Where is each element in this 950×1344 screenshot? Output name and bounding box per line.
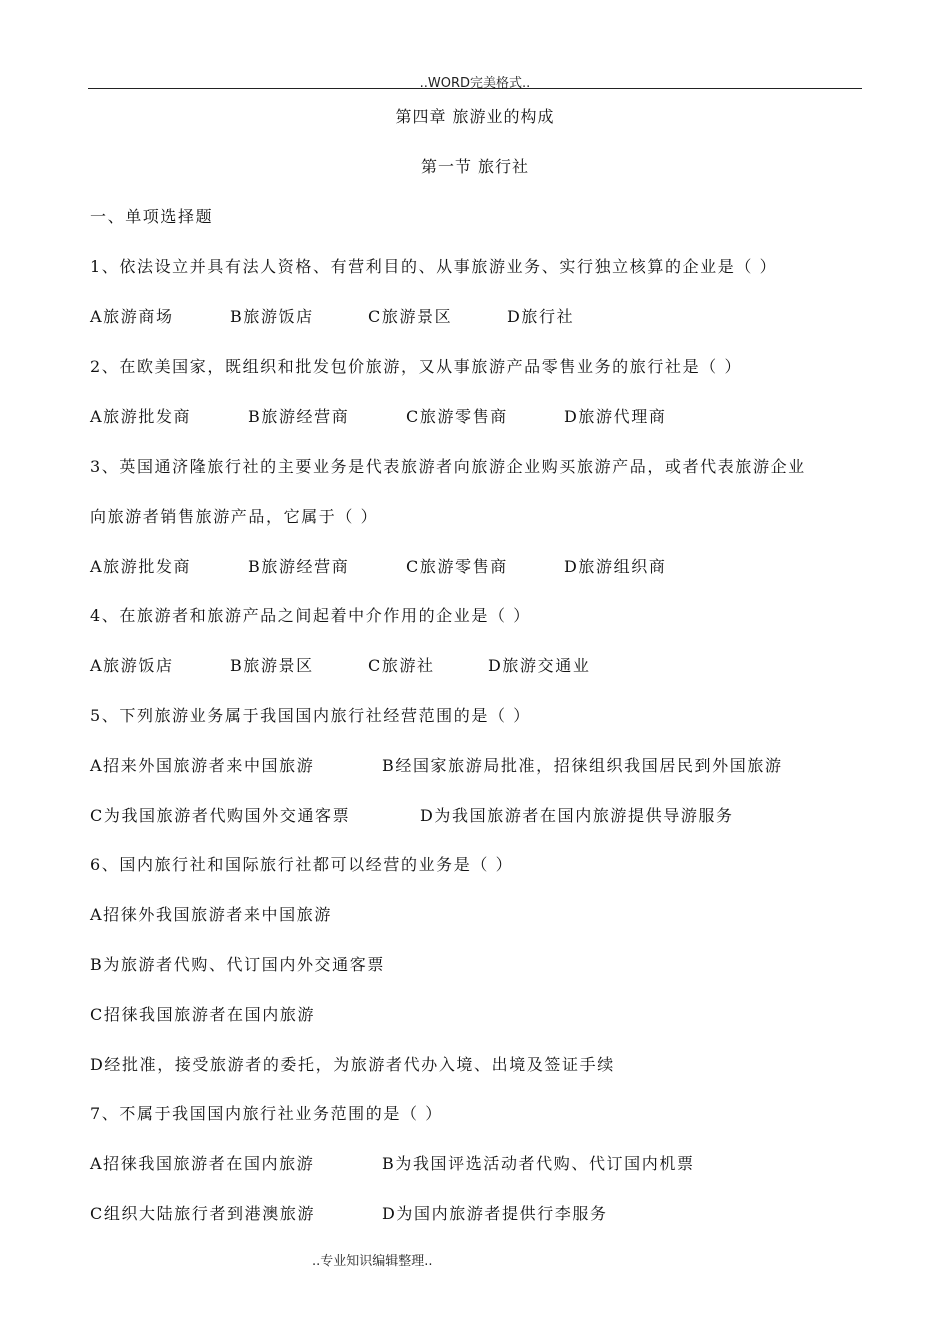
question-5-option-b: B经国家旅游局批准，招徕组织我国居民到外国旅游 xyxy=(382,756,783,775)
question-3-stem-line-2: 向旅游者销售旅游产品，它属于（ ） xyxy=(90,507,379,526)
question-1-stem: 1、依法设立并具有法人资格、有营利目的、从事旅游业务、实行独立核算的企业是（ ） xyxy=(90,257,778,276)
question-7-option-b: B为我国评选活动者代购、代订国内机票 xyxy=(382,1154,695,1173)
question-2-stem: 2、在欧美国家，既组织和批发包价旅游，又从事旅游产品零售业务的旅行社是（ ） xyxy=(90,357,743,376)
question-3-option-c: C旅游零售商 xyxy=(406,557,508,576)
question-2-option-b: B旅游经营商 xyxy=(248,407,350,426)
part-heading: 一、单项选择题 xyxy=(90,207,214,226)
section-title: 第一节 旅行社 xyxy=(420,157,530,176)
question-6-option-d: D经批准，接受旅游者的委托，为旅游者代办入境、出境及签证手续 xyxy=(90,1055,615,1074)
question-3-option-b: B旅游经营商 xyxy=(248,557,350,576)
question-4-stem: 4、在旅游者和旅游产品之间起着中介作用的企业是（ ） xyxy=(90,606,531,625)
question-5-stem: 5、下列旅游业务属于我国国内旅行社经营范围的是（ ） xyxy=(90,706,531,725)
question-4-option-c: C旅游社 xyxy=(368,656,435,675)
question-7-option-c: C组织大陆旅行者到港澳旅游 xyxy=(90,1204,316,1223)
question-1-option-b: B旅游饭店 xyxy=(230,307,314,326)
question-4-option-a: A旅游饭店 xyxy=(90,656,174,675)
question-7-stem: 7、不属于我国国内旅行社业务范围的是（ ） xyxy=(90,1104,443,1123)
question-3-option-d: D旅游组织商 xyxy=(564,557,667,576)
question-4-option-b: B旅游景区 xyxy=(230,656,314,675)
page-header: ..WORD完美格式.. xyxy=(419,76,531,91)
chapter-title: 第四章 旅游业的构成 xyxy=(395,107,555,126)
question-2-option-c: C旅游零售商 xyxy=(406,407,508,426)
question-3-stem-line-1: 3、英国通济隆旅行社的主要业务是代表旅游者向旅游企业购买旅游产品，或者代表旅游企业 xyxy=(90,457,806,476)
question-3-option-a: A旅游批发商 xyxy=(90,557,192,576)
question-1-option-d: D旅行社 xyxy=(507,307,575,326)
question-6-option-c: C招徕我国旅游者在国内旅游 xyxy=(90,1005,316,1024)
question-5-option-d: D为我国旅游者在国内旅游提供导游服务 xyxy=(420,806,734,825)
question-2-option-d: D旅游代理商 xyxy=(564,407,667,426)
question-4-option-d: D旅游交通业 xyxy=(488,656,591,675)
question-1-option-c: C旅游景区 xyxy=(368,307,453,326)
question-7-option-d: D为国内旅游者提供行李服务 xyxy=(382,1204,608,1223)
header-divider xyxy=(88,88,862,89)
question-5-option-a: A招来外国旅游者来中国旅游 xyxy=(90,756,315,775)
question-6-option-b: B为旅游者代购、代订国内外交通客票 xyxy=(90,955,385,974)
page-footer: ..专业知识编辑整理.. xyxy=(312,1254,433,1269)
question-2-option-a: A旅游批发商 xyxy=(90,407,192,426)
question-6-option-a: A招徕外我国旅游者来中国旅游 xyxy=(90,905,332,924)
question-1-option-a: A旅游商场 xyxy=(90,307,174,326)
question-7-option-a: A招徕我国旅游者在国内旅游 xyxy=(90,1154,315,1173)
question-5-option-c: C为我国旅游者代购国外交通客票 xyxy=(90,806,351,825)
question-6-stem: 6、国内旅行社和国际旅行社都可以经营的业务是（ ） xyxy=(90,855,514,874)
